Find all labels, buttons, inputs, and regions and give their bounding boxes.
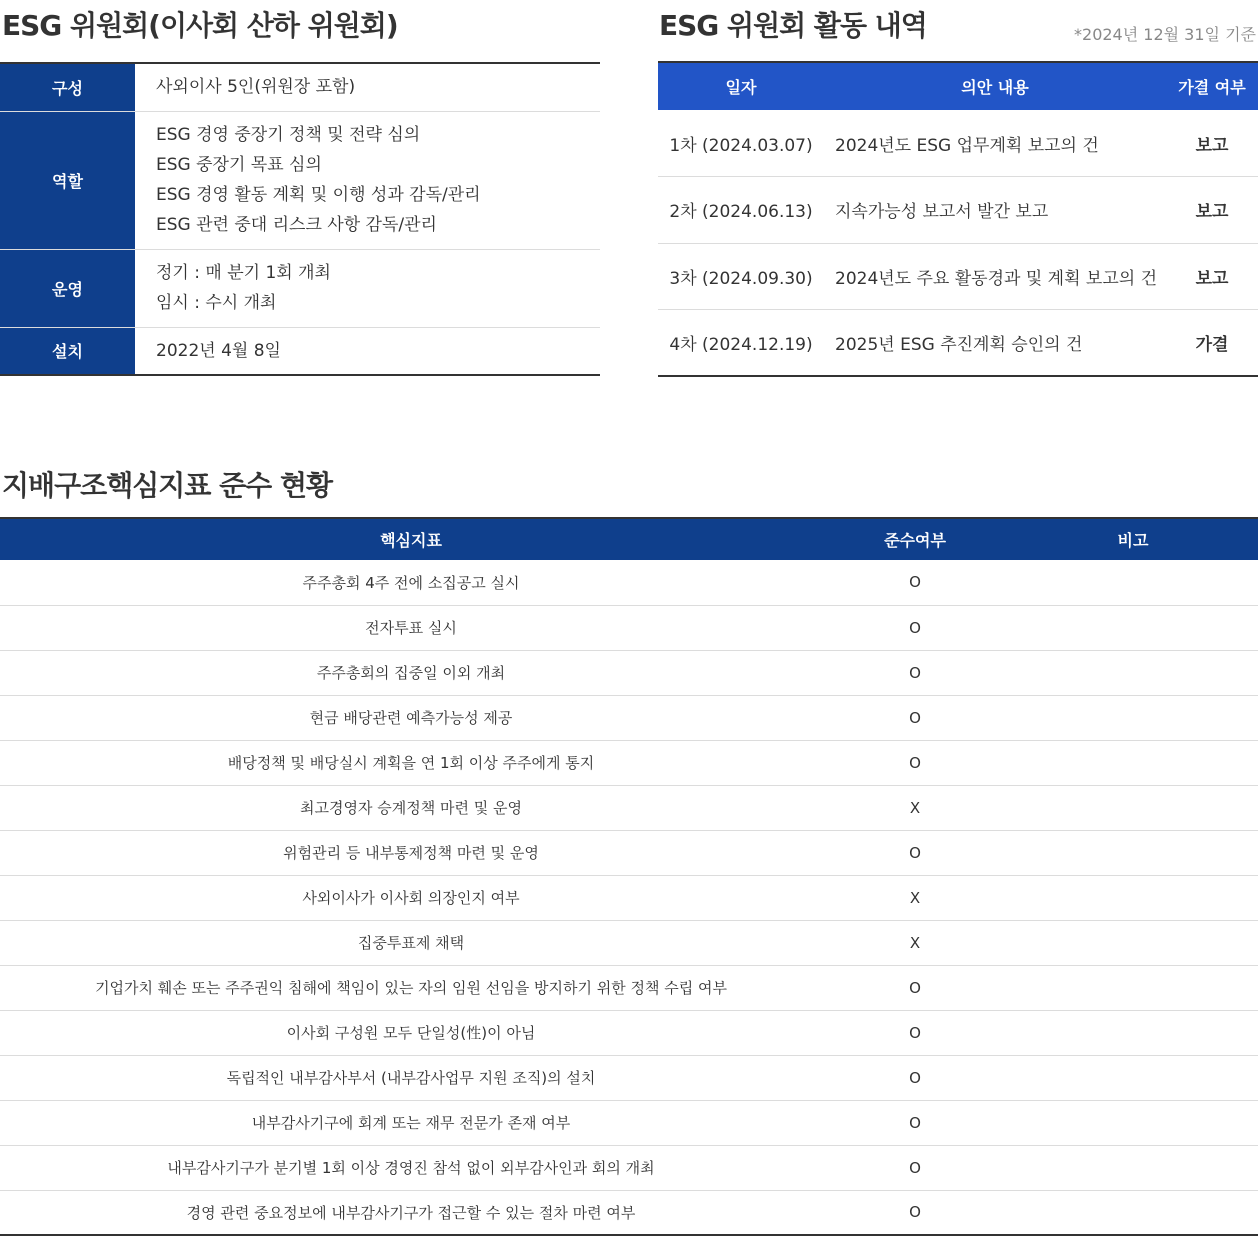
governance-indicator: 주주총회 4주 전에 소집공고 실시 — [0, 560, 822, 605]
composition-line: 사외이사 5인(위원장 포함) — [156, 77, 356, 98]
governance-header-row — [0, 518, 1258, 560]
governance-compliance: X — [822, 920, 1008, 965]
composition-row-role — [0, 111, 600, 249]
activity-row — [658, 177, 1258, 244]
governance-indicator: 위험관리 등 내부통제정책 마련 및 운영 — [0, 830, 822, 875]
governance-row — [0, 965, 1258, 1010]
governance-compliance: O — [822, 1055, 1008, 1100]
committee-composition-title: ESG 위원회(이사회 산하 위원회) — [2, 9, 398, 42]
activity-row — [658, 243, 1258, 310]
composition-row-established — [0, 327, 600, 375]
governance-indicator: 최고경영자 승계정책 마련 및 운영 — [0, 785, 822, 830]
governance-header-indicator: 핵심지표 — [0, 518, 822, 560]
activity-header-result: 가결 여부 — [1166, 62, 1258, 110]
governance-note — [1008, 650, 1258, 695]
committee-composition-table — [0, 62, 600, 376]
composition-line: ESG 경영 활동 계획 및 이행 성과 감독/관리 — [156, 185, 481, 205]
governance-row — [0, 1055, 1258, 1100]
governance-compliance: O — [822, 695, 1008, 740]
governance-row — [0, 1100, 1258, 1145]
activity-agenda: 2025년 ESG 추진계획 승인의 건 — [835, 335, 1083, 355]
governance-row — [0, 875, 1258, 920]
composition-value — [135, 249, 600, 327]
activity-agenda: 지속가능성 보고서 발간 보고 — [824, 177, 1166, 244]
governance-compliance: X — [822, 785, 1008, 830]
activity-row — [658, 310, 1258, 377]
governance-compliance: O — [909, 1203, 921, 1222]
activity-result: 보고 — [1166, 243, 1258, 310]
composition-line: ESG 경영 중장기 정책 및 전략 심의 — [156, 125, 421, 145]
governance-compliance: O — [822, 830, 1008, 875]
governance-compliance: O — [822, 605, 1008, 650]
committee-activity-table — [658, 61, 1258, 377]
governance-row — [0, 1010, 1258, 1055]
governance-compliance: O — [822, 650, 1008, 695]
composition-line: 2022년 4월 8일 — [156, 340, 281, 361]
governance-indicator: 이사회 구성원 모두 단일성(性)이 아님 — [0, 1010, 822, 1055]
composition-value — [135, 111, 600, 249]
governance-compliance: O — [822, 1100, 1008, 1145]
composition-label: 역할 — [0, 111, 135, 249]
governance-compliance: O — [822, 740, 1008, 785]
governance-note — [1008, 695, 1258, 740]
governance-row — [0, 785, 1258, 830]
governance-note — [1008, 1055, 1258, 1100]
composition-line: ESG 관련 중대 리스크 사항 감독/관리 — [156, 215, 437, 235]
composition-row-members — [0, 63, 600, 111]
activity-header-row — [658, 62, 1258, 110]
governance-note — [1008, 605, 1258, 650]
governance-compliance: O — [822, 1010, 1008, 1055]
activity-header-date: 일자 — [658, 62, 824, 110]
composition-label: 설치 — [0, 327, 135, 375]
governance-row — [0, 740, 1258, 785]
governance-compliance: O — [822, 1145, 1008, 1190]
governance-indicator: 사외이사가 이사회 의장인지 여부 — [0, 875, 822, 920]
governance-note — [1008, 560, 1258, 605]
governance-indicator: 경영 관련 중요정보에 내부감사기구가 접근할 수 있는 절차 마련 여부 — [186, 1203, 636, 1222]
governance-row — [0, 650, 1258, 695]
activity-agenda: 2024년도 주요 활동경과 및 계획 보고의 건 — [824, 243, 1166, 310]
governance-compliance: O — [822, 560, 1008, 605]
governance-note — [1008, 965, 1258, 1010]
activity-date: 3차 (2024.09.30) — [658, 243, 824, 310]
activity-header-agenda: 의안 내용 — [824, 62, 1166, 110]
governance-row — [0, 605, 1258, 650]
governance-note — [1008, 785, 1258, 830]
governance-header-compliance: 준수여부 — [822, 518, 1008, 560]
governance-compliance: O — [822, 965, 1008, 1010]
composition-label: 구성 — [0, 63, 135, 111]
governance-note — [1008, 1010, 1258, 1055]
governance-row — [0, 695, 1258, 740]
governance-note — [1008, 875, 1258, 920]
activity-agenda: 2024년도 ESG 업무계획 보고의 건 — [824, 110, 1166, 177]
composition-value — [135, 327, 600, 375]
composition-value — [135, 63, 600, 111]
composition-line: 정기 : 매 분기 1회 개최 — [156, 263, 331, 283]
governance-row — [0, 1145, 1258, 1190]
governance-header-note: 비고 — [1008, 518, 1258, 560]
activity-date: 4차 (2024.12.19) — [669, 335, 813, 355]
composition-line: 임시 : 수시 개최 — [156, 293, 277, 313]
governance-note — [1008, 920, 1258, 965]
governance-compliance: X — [822, 875, 1008, 920]
governance-note — [1008, 830, 1258, 875]
composition-label: 운영 — [0, 249, 135, 327]
governance-indicator: 독립적인 내부감사부서 (내부감사업무 지원 조직)의 설치 — [0, 1055, 822, 1100]
governance-indicator: 배당정책 및 배당실시 계획을 연 1회 이상 주주에게 통지 — [0, 740, 822, 785]
activity-row — [658, 110, 1258, 177]
governance-row — [0, 560, 1258, 605]
composition-line: ESG 중장기 목표 심의 — [156, 155, 322, 175]
as-of-date-note: *2024년 12월 31일 기준 — [1074, 25, 1256, 44]
governance-indicator: 내부감사기구가 분기별 1회 이상 경영진 참석 없이 외부감사인과 회의 개최 — [0, 1145, 822, 1190]
activity-date: 1차 (2024.03.07) — [658, 110, 824, 177]
governance-indicator: 현금 배당관련 예측가능성 제공 — [0, 695, 822, 740]
governance-row — [0, 1190, 1258, 1235]
activity-table-body — [658, 110, 1258, 376]
governance-indicators-table — [0, 517, 1258, 1236]
governance-row — [0, 830, 1258, 875]
activity-result: 가결 — [1195, 335, 1229, 355]
governance-note — [1008, 1145, 1258, 1190]
governance-row — [0, 920, 1258, 965]
governance-table-body — [0, 560, 1258, 1235]
governance-note — [1008, 740, 1258, 785]
governance-indicator: 전자투표 실시 — [0, 605, 822, 650]
governance-indicator: 집중투표제 채택 — [0, 920, 822, 965]
governance-indicator: 기업가치 훼손 또는 주주권익 침해에 책임이 있는 자의 임원 선임을 방지하기 위한 정책 수립 여부 — [0, 965, 822, 1010]
activity-date: 2차 (2024.06.13) — [658, 177, 824, 244]
activity-result: 보고 — [1166, 110, 1258, 177]
activity-result: 보고 — [1166, 177, 1258, 244]
governance-note — [1008, 1190, 1258, 1235]
governance-indicators-title: 지배구조핵심지표 준수 현황 — [2, 469, 333, 502]
governance-note — [1008, 1100, 1258, 1145]
composition-row-operation — [0, 249, 600, 327]
committee-activity-title: ESG 위원회 활동 내역 — [659, 9, 927, 42]
governance-indicator: 내부감사기구에 회계 또는 재무 전문가 존재 여부 — [0, 1100, 822, 1145]
governance-indicator: 주주총회의 집중일 이외 개최 — [0, 650, 822, 695]
